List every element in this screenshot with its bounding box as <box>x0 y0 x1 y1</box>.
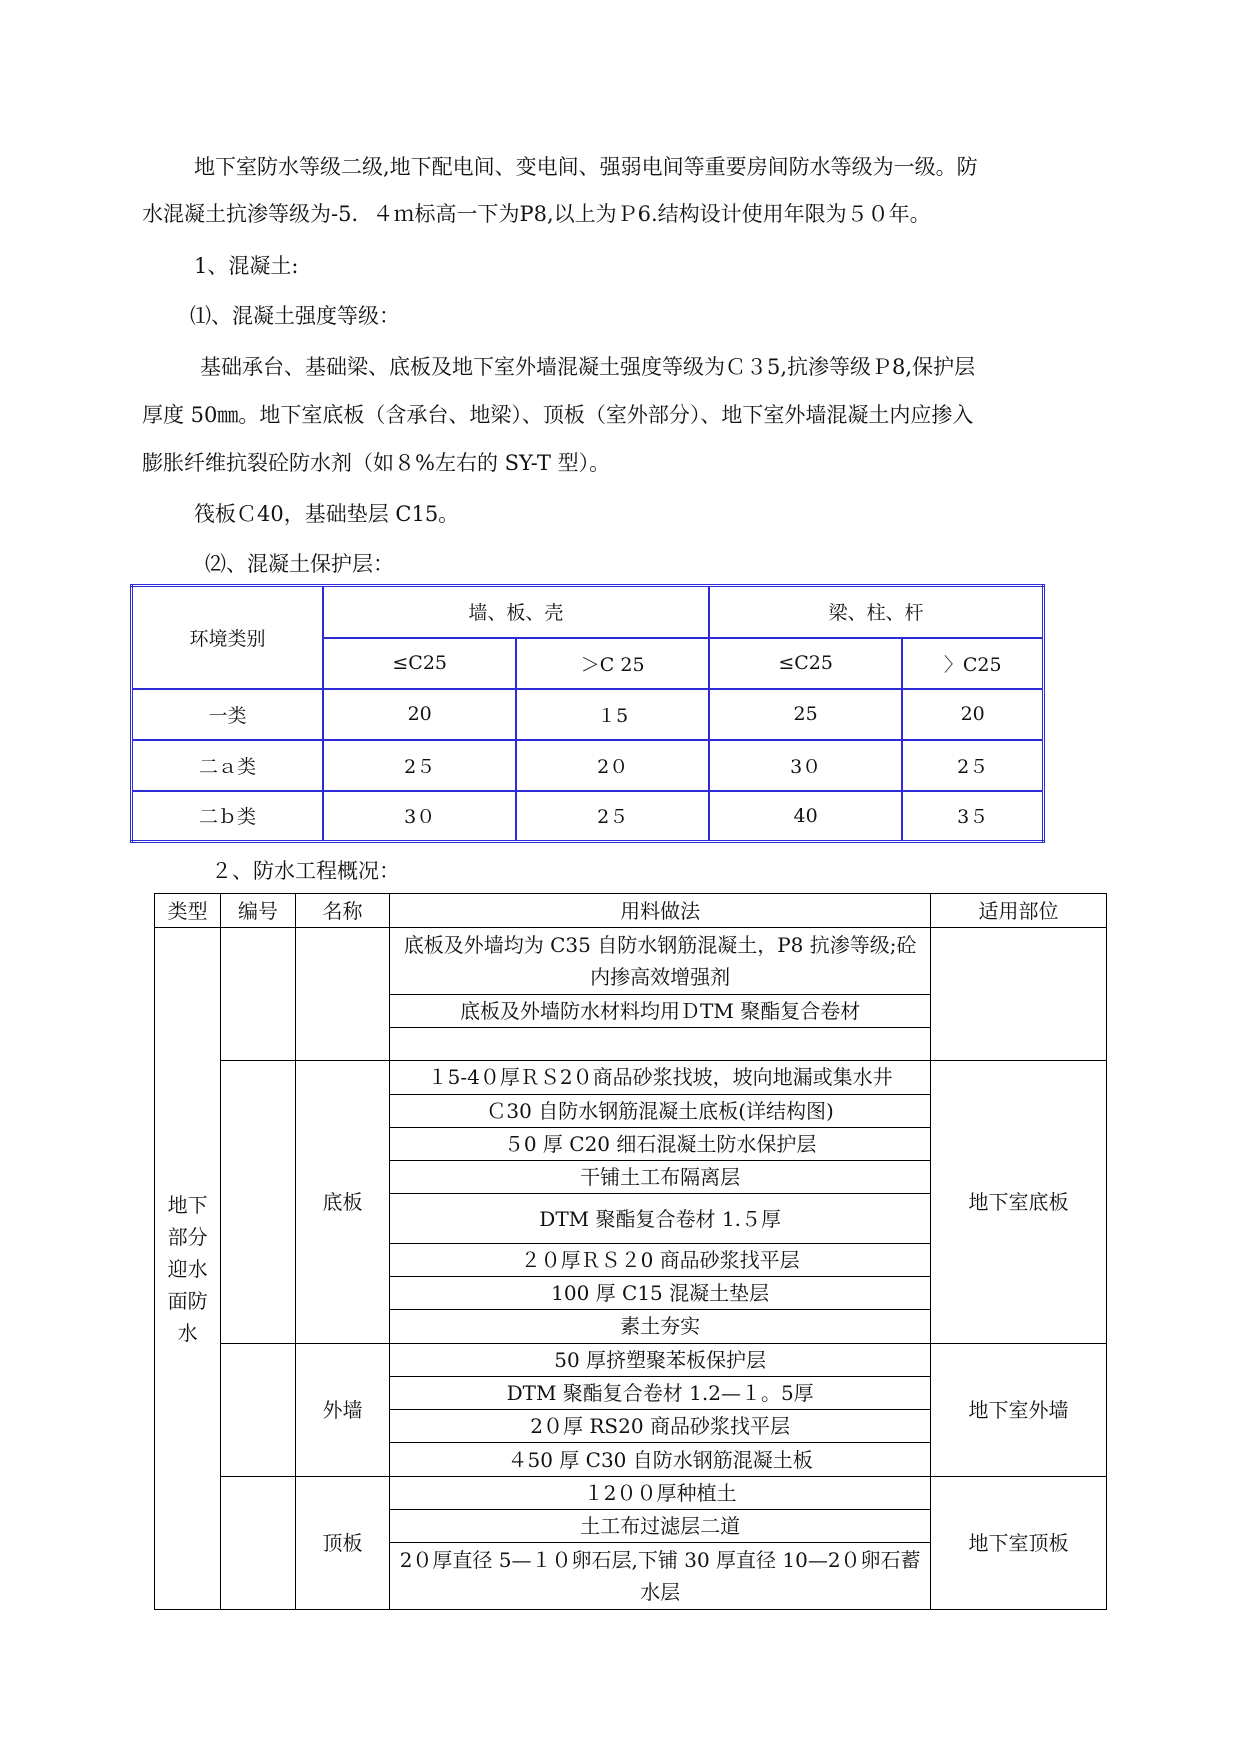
method-cell: DTM 聚酯复合卷材 1.５厚 <box>390 1194 931 1243</box>
header-name: 名称 <box>295 894 389 928</box>
col-header: ≤C25 <box>323 638 516 689</box>
location-cell: 地下室顶板 <box>931 1476 1107 1609</box>
cell-value: 20 <box>323 689 516 740</box>
concrete-cover-table <box>130 584 1045 843</box>
name-cell: 底板 <box>295 1061 389 1343</box>
row-label: 二ｂ类 <box>132 791 323 842</box>
header-code: 编号 <box>221 894 295 928</box>
method-cell <box>390 1028 931 1061</box>
col-header: ＞C 25 <box>516 638 708 689</box>
cell-value: 40 <box>709 791 902 842</box>
method-cell: 50 厚挤塑聚苯板保护层 <box>390 1343 931 1376</box>
method-cell: Ｃ30 自防水钢筋混凝土底板(详结构图) <box>390 1094 931 1127</box>
col-header: ≤C25 <box>709 638 902 689</box>
col-header: 〉C25 <box>902 638 1043 689</box>
method-cell: DTM 聚酯复合卷材 1.2—１。5厚 <box>390 1376 931 1409</box>
cell-value: 2５ <box>516 791 708 842</box>
cell-value: 2０ <box>516 740 708 791</box>
method-cell: 100 厚 C15 混凝土垫层 <box>390 1277 931 1310</box>
section-1-para-line-3: 膨胀纤维抗裂砼防水剂（如８%左右的 SY-T 型）。 <box>142 451 611 475</box>
group-beam-column-rod: 梁、柱、杆 <box>709 586 1044 638</box>
header-location: 适用部位 <box>931 894 1107 928</box>
method-cell: 干铺土工布隔离层 <box>390 1161 931 1194</box>
cell-value: 2５ <box>902 740 1043 791</box>
row-label: 一类 <box>132 689 323 740</box>
waterproofing-table <box>154 893 1107 1610</box>
cell-value: 3５ <box>902 791 1043 842</box>
env-category-header: 环境类别 <box>132 586 323 689</box>
intro-line-1: 地下室防水等级二级,地下配电间、变电间、强弱电间等重要房间防水等级为一级。防 <box>194 155 978 179</box>
code-cell <box>221 1476 295 1609</box>
table-row <box>155 1476 1107 1509</box>
table-row <box>132 689 1044 740</box>
cell-value: 2５ <box>323 740 516 791</box>
method-cell: 底板及外墙防水材料均用ＤTM 聚酯复合卷材 <box>390 994 931 1027</box>
name-cell <box>295 928 389 1061</box>
code-cell <box>221 1343 295 1476</box>
method-cell: ２０厚ＲＳ２0 商品砂浆找平层 <box>390 1243 931 1276</box>
cell-value: 3０ <box>323 791 516 842</box>
section-2-heading: ２、防水工程概况： <box>211 859 400 883</box>
location-cell: 地下室底板 <box>931 1061 1107 1343</box>
header-row <box>155 894 1107 928</box>
method-cell: 底板及外墙均为 C35 自防水钢筋混凝土，P8 抗渗等级;砼内掺高效增强剂 <box>390 928 931 995</box>
cell-value: 3０ <box>709 740 902 791</box>
method-cell: １5-4０厚ＲＳ2０商品砂浆找坡，坡向地漏或集水井 <box>390 1061 931 1094</box>
section-1-sub-2: ⑵、混凝土保护层： <box>205 552 394 576</box>
code-cell <box>221 1061 295 1343</box>
section-1-heading: 1、混凝土: <box>194 254 299 278</box>
header-type: 类型 <box>155 894 221 928</box>
method-cell: 土工布过滤层二道 <box>390 1509 931 1542</box>
section-1-para-line-2: 厚度 50㎜。地下室底板（含承台、地梁）、顶板（室外部分）、地下室外墙混凝土内应掺入 <box>142 403 974 427</box>
table-row <box>155 928 1107 995</box>
table-row <box>132 791 1044 842</box>
row-label: 二ａ类 <box>132 740 323 791</box>
table-row <box>155 1061 1107 1094</box>
method-cell: 2０厚 RS20 商品砂浆找平层 <box>390 1410 931 1443</box>
type-cell: 地下部分迎水面防水 <box>155 928 221 1610</box>
name-cell: 外墙 <box>295 1343 389 1476</box>
location-cell: 地下室外墙 <box>931 1343 1107 1476</box>
location-cell <box>931 928 1107 1061</box>
raft-spec: 筏板Ｃ40，基础垫层 C15。 <box>194 502 460 526</box>
cell-value: 25 <box>709 689 902 740</box>
method-cell: 2０厚直径 5—１０卵石层,下铺 30 厚直径 10—2０卵石蓄水层 <box>390 1543 931 1610</box>
table-row <box>132 740 1044 791</box>
section-1-para-line-1: 基础承台、基础梁、底板及地下室外墙混凝土强度等级为Ｃ３5,抗渗等级Ｐ8,保护层 <box>200 355 976 379</box>
cell-value: １5 <box>516 689 708 740</box>
method-cell: ５0 厚 C20 细石混凝土防水保护层 <box>390 1127 931 1160</box>
method-cell: １2００厚种植土 <box>390 1476 931 1509</box>
table-row <box>155 1343 1107 1376</box>
section-1-sub-1: ⑴、混凝土强度等级： <box>190 304 400 328</box>
intro-line-2: 水混凝土抗渗等级为-5．４ｍ标高一下为P8,以上为Ｐ6.结构设计使用年限为５０年。 <box>142 202 931 226</box>
cell-value: 20 <box>902 689 1043 740</box>
name-cell: 顶板 <box>295 1476 389 1609</box>
method-cell: 素土夯实 <box>390 1310 931 1343</box>
header-method: 用料做法 <box>390 894 931 928</box>
method-cell: ４50 厚 C30 自防水钢筋混凝土板 <box>390 1443 931 1476</box>
group-wall-slab-shell: 墙、板、壳 <box>323 586 709 638</box>
code-cell <box>221 928 295 1061</box>
